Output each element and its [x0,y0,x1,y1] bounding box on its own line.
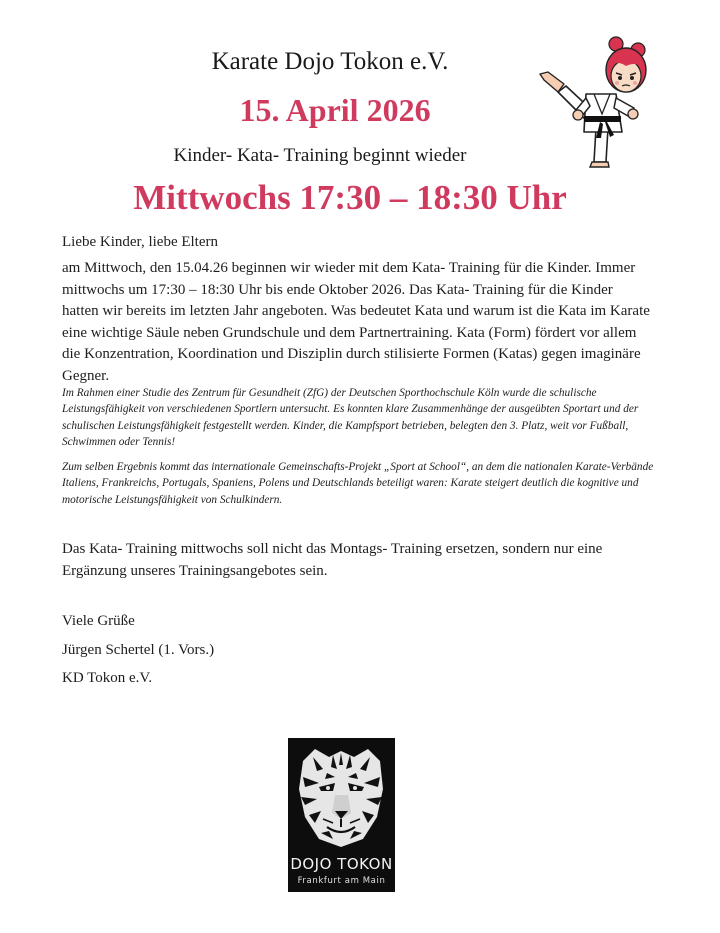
closing-paragraph: Das Kata- Training mittwochs soll nicht das Montags- Training ersetzen, sondern nur eine Ergänzung unseres Trainingsangebotes sein. [62,541,603,579]
study-paragraph-zfg: Im Rahmen einer Studie des Zentrum für Gesundheit (ZfG) der Deutschen Sporthochschule Köln wurde die schulische Leistungsfähigkeit von verschiedenen Sportlern untersucht. Es konnten klare Zusammenhänge der ausgeübten Sportart und der schulischen Leistungsfähigkeit festgestellt werden. Kinder, die Kampfsport betrieben, belegten den 3. Platz, weit vor Fußball, Schwimmen oder Tennis! [62,387,639,448]
signature-regards: Viele Grüße [62,613,135,629]
tiger-icon [293,743,390,849]
intro-paragraph: am Mittwoch, den 15.04.26 beginnen wir wieder mit dem Kata- Training für die Kinder. Immer mittwochs um 17:30 – 18:30 Uhr bis ende Oktober 2026. Das Kata- Training für die Kinder hatten wir bereits im letzten Jahr angeboten. Was bedeutet Kata und warum ist die Kata im Karate eine wichtige Säule neben Grundschule und dem Partnertraining. Kata (Form) fördert vor allem die Konzentration, Koordination und Disziplin durch stilisierte Formen (Katas) gegen imaginäre Gegner. [62,260,650,384]
training-time: Mittwochs 17:30 – 18:30 Uhr [133,178,567,217]
letter-greeting: Liebe Kinder, liebe Eltern [62,234,218,250]
logo-name: DOJO TOKON [290,855,393,873]
club-title: Karate Dojo Tokon e.V. [211,48,449,75]
start-date: 15. April 2026 [239,92,431,128]
announcement-subtitle: Kinder- Kata- Training beginnt wieder [173,145,467,166]
dojo-tokon-logo [288,738,395,892]
study-paragraph-sport-at-school: Zum selben Ergebnis kommt das internationale Gemeinschafts-Projekt „Sport at School“, an dem die nationalen Karate-Verbände Italiens, Frankreichs, Portugals, Spaniens, Polens und Deutschlands beteiligt waren: Karate steigert deutlich die kognitive und motorische Leistungsfähigkeit von Schulkindern. [62,461,654,506]
logo-city: Frankfurt am Main [297,876,386,886]
signature-name: Jürgen Schertel (1. Vors.) [62,642,215,658]
karate-girl-icon [536,36,656,170]
signature-club: KD Tokon e.V. [62,670,153,686]
